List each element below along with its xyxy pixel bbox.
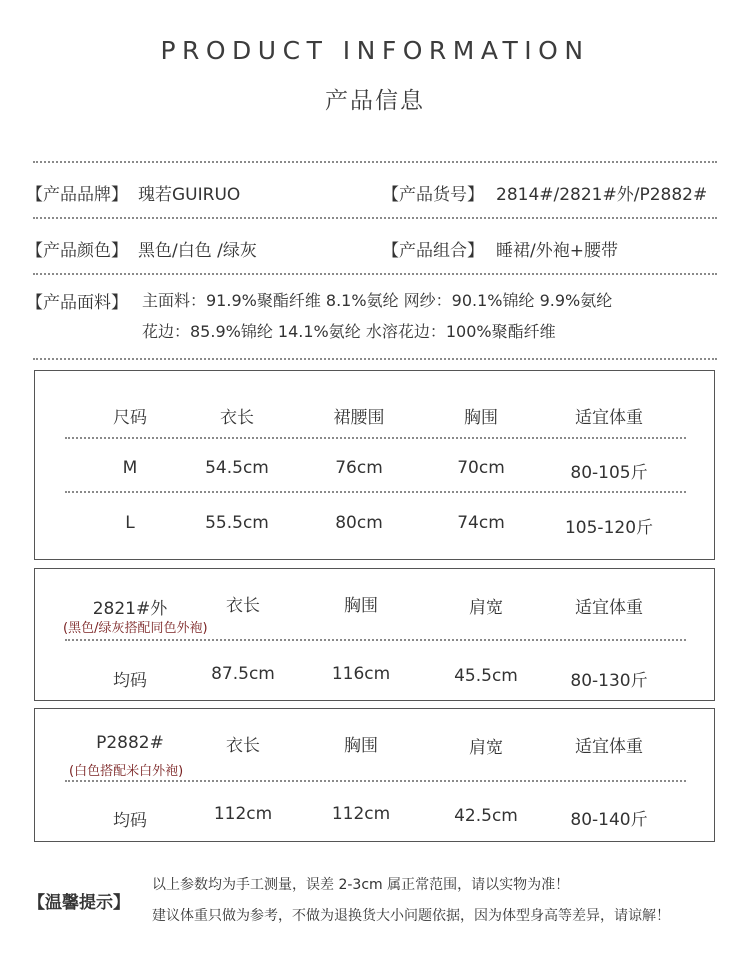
header-shoulder: 肩宽 [469,738,503,758]
row-divider [65,491,686,493]
header-weight: 适宜体重 [575,737,643,757]
table-cell: 42.5cm [454,806,518,826]
table-cell: L [125,513,135,533]
title-chinese: 产品信息 [325,88,425,114]
header-model: P2882# [96,733,164,753]
header-length: 衣长 [226,596,260,616]
header-size: 尺码 [113,408,147,428]
table-cell: 80-140斤 [570,810,648,830]
tips-label: 【温馨提示】 [28,893,130,913]
brand-value: 瑰若GUIRUO [138,185,241,205]
header-bust: 胸围 [464,408,498,428]
table-cell: 76cm [335,458,383,478]
code-label: 【产品货号】 [382,185,484,205]
tips-line-1: 以上参数均为手工测量，误差 2-3cm 属正常范围，请以实物为准！ [152,877,570,893]
fabric-line-1: 主面料：91.9%聚酯纤维 8.1%氨纶 网纱：90.1%锦纶 9.9%氨纶 [142,291,613,310]
header-bust: 胸围 [344,736,378,756]
model-note: (黑色/绿灰搭配同色外袍) [63,621,208,636]
title-english: PRODUCT INFORMATION [160,36,590,65]
table-cell: 55.5cm [205,513,269,533]
model-note: (白色搭配米白外袍) [69,764,184,779]
header-length: 衣长 [226,736,260,756]
table-cell: 105-120斤 [564,518,654,538]
divider [33,217,717,219]
robe-p2882-table [34,708,715,842]
header-model: 2821#外 [92,599,168,619]
color-value: 黑色/白色 /绿灰 [138,241,257,261]
table-cell: 112cm [331,804,391,824]
tips-line-2: 建议体重只做为参考，不做为退换货大小问题依据，因为体型身高等差异，请谅解！ [152,908,670,924]
divider [33,161,717,163]
table-cell: 80-105斤 [570,463,648,483]
divider [33,358,717,360]
table-cell: 均码 [113,671,147,691]
size-table [34,370,715,560]
table-cell: 112cm [213,804,273,824]
row-divider [65,639,686,641]
row-divider [65,780,686,782]
table-cell: 80cm [335,513,383,533]
divider [33,273,717,275]
fabric-line-2: 花边：85.9%锦纶 14.1%氨纶 水溶花边：100%聚酯纤维 [142,322,556,341]
brand-label: 【产品品牌】 [26,185,128,205]
table-cell: 45.5cm [454,666,518,686]
row-divider [65,437,686,439]
code-value: 2814#/2821#外/P2882# [496,185,708,205]
table-cell: 74cm [457,513,505,533]
table-cell: 70cm [457,458,505,478]
table-cell: M [122,458,138,478]
table-cell: 80-130斤 [570,671,648,691]
table-cell: 87.5cm [211,664,275,684]
color-label: 【产品颜色】 [26,241,128,261]
header-length: 衣长 [220,408,254,428]
header-weight: 适宜体重 [575,598,643,618]
table-cell: 116cm [331,664,391,684]
table-cell: 54.5cm [205,458,269,478]
combo-value: 睡裙/外袍+腰带 [496,241,618,261]
header-waist: 裙腰围 [333,408,385,428]
header-weight: 适宜体重 [575,408,643,428]
combo-label: 【产品组合】 [382,241,484,261]
robe-2821-table [34,568,715,701]
table-cell: 均码 [113,811,147,831]
fabric-label: 【产品面料】 [26,293,128,313]
header-bust: 胸围 [344,596,378,616]
header-shoulder: 肩宽 [469,598,503,618]
